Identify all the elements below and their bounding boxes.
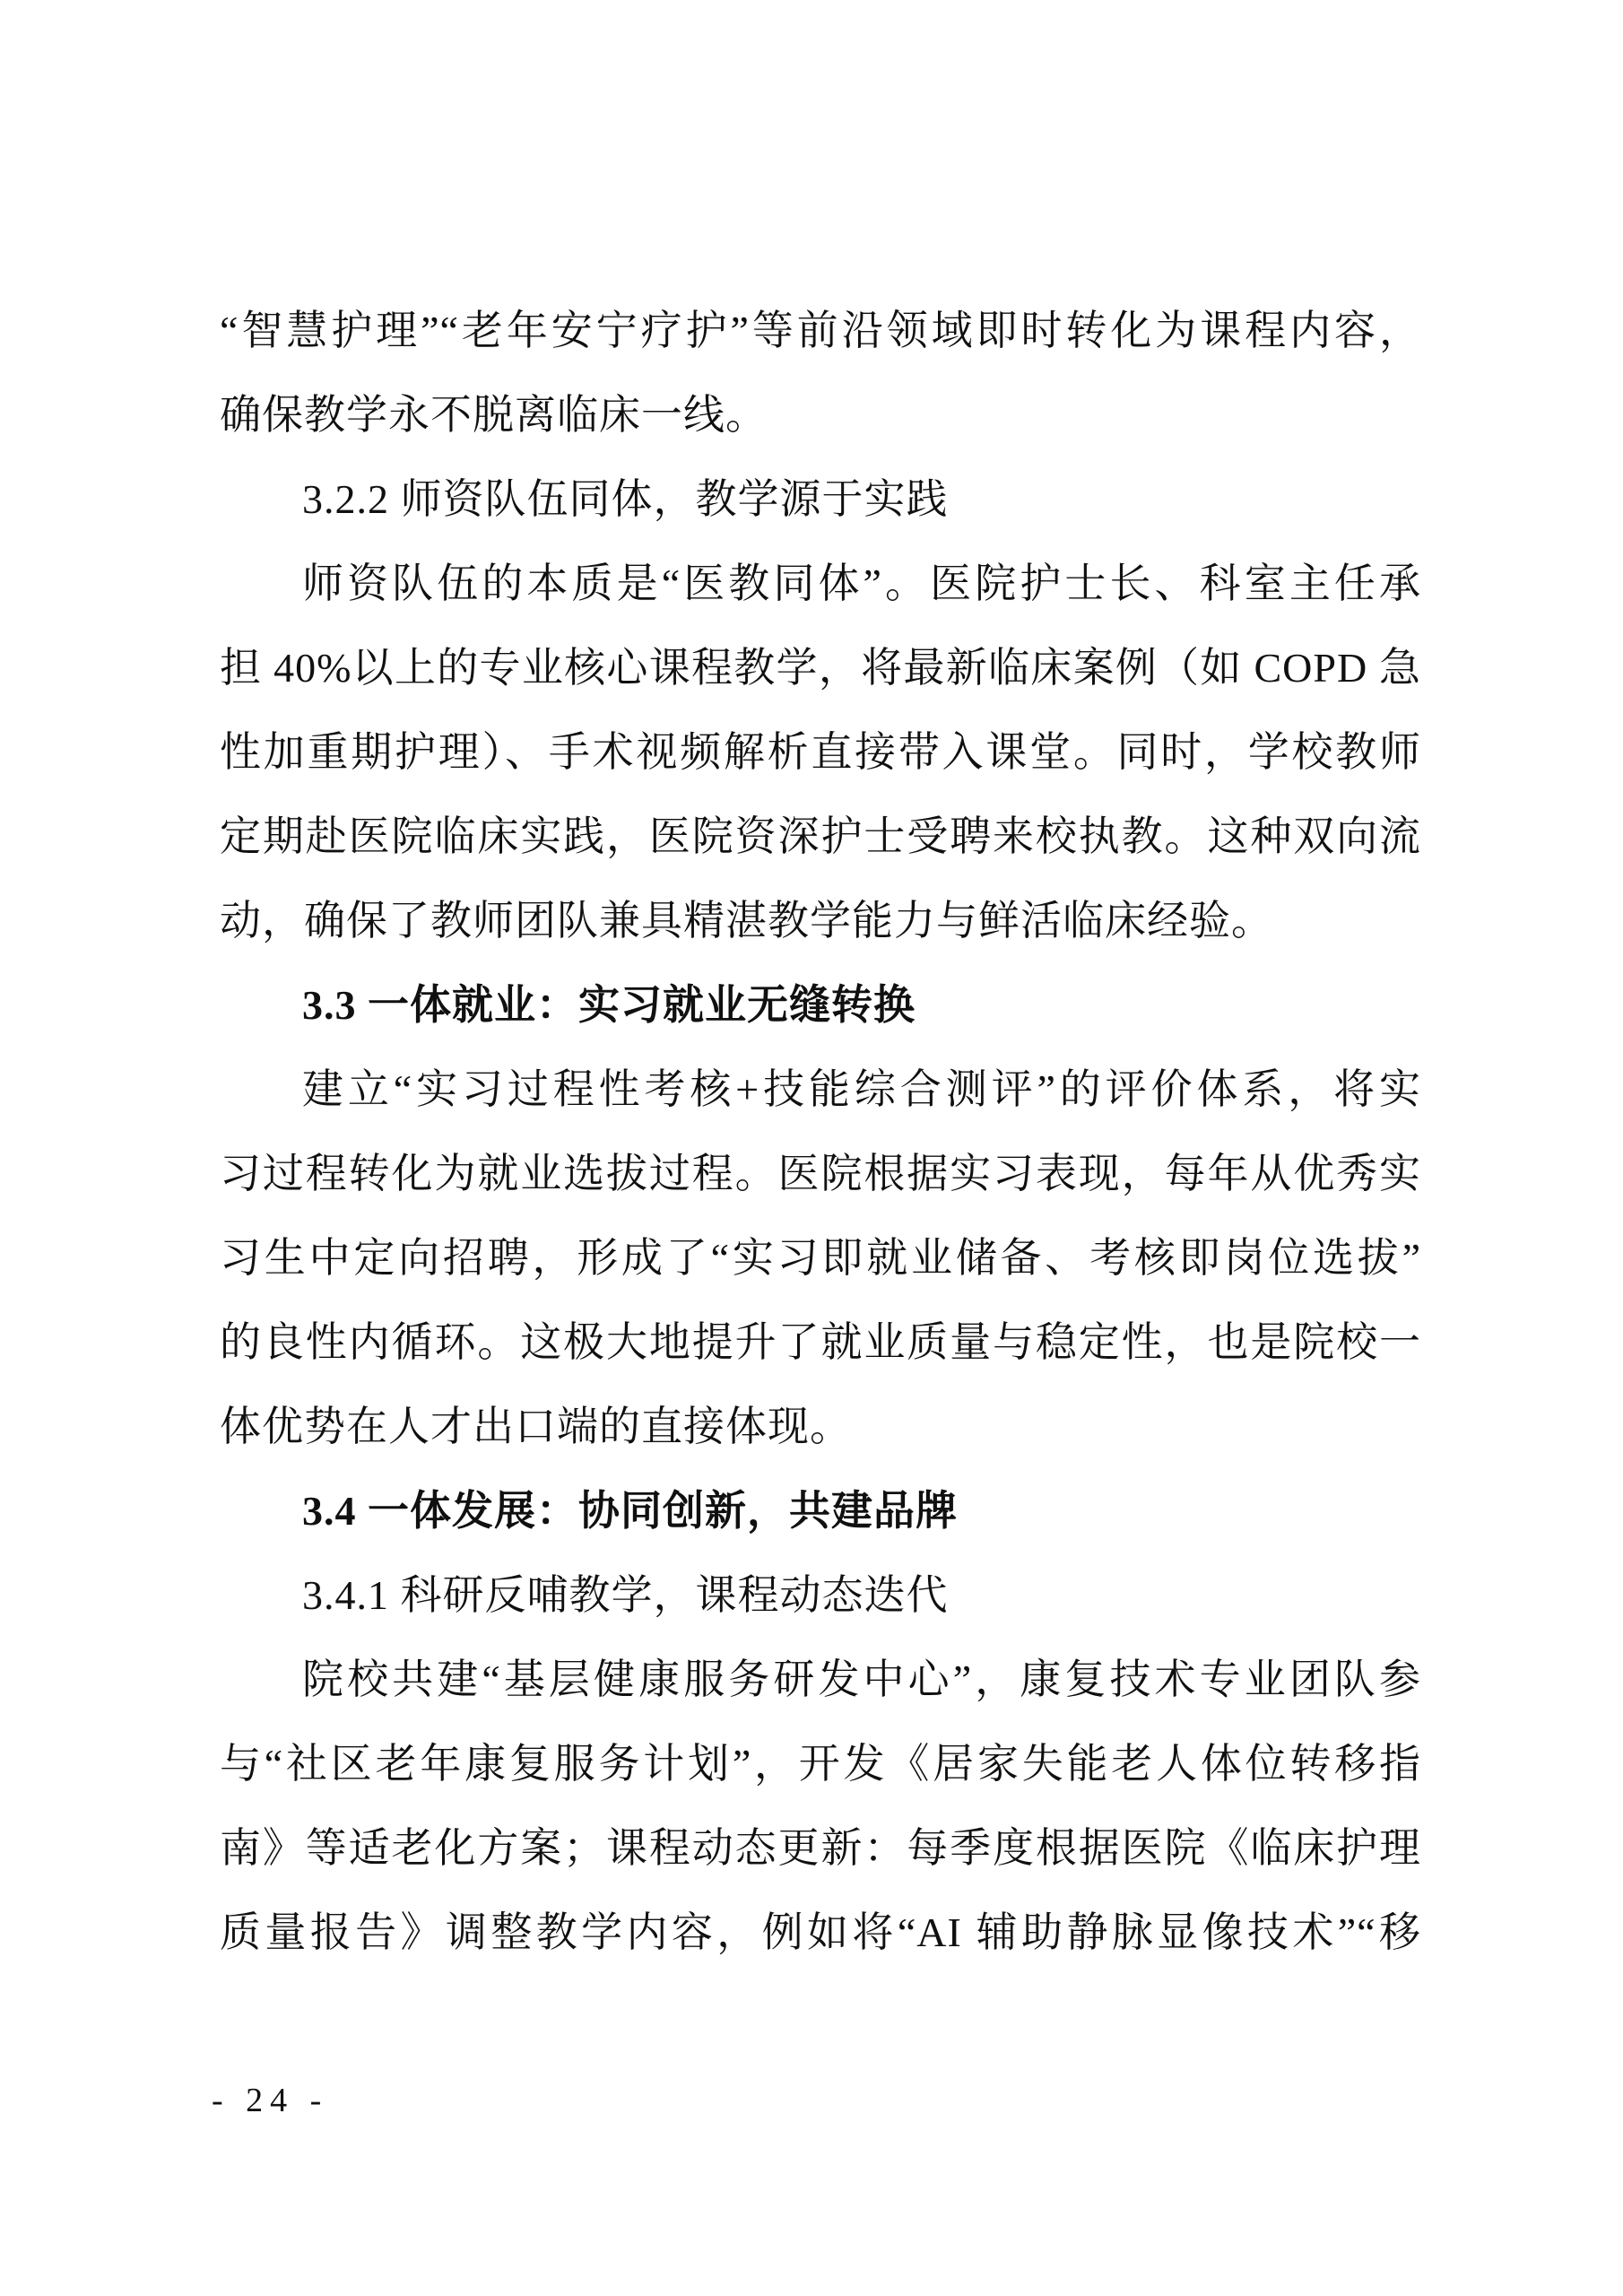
paragraph-line: 动，确保了教师团队兼具精湛教学能力与鲜活临床经验。 xyxy=(220,898,1273,944)
paragraph-line: 院校共建“基层健康服务研发中心”，康复技术专业团队参 xyxy=(302,1657,1421,1702)
paragraph-line: 南》等适老化方案；课程动态更新：每季度根据医院《临床护理 xyxy=(220,1825,1421,1871)
paragraph-line: 担 40%以上的专业核心课程教学，将最新临床案例（如 COPD 急 xyxy=(220,645,1421,691)
paragraph-line: 体优势在人才出口端的直接体现。 xyxy=(220,1404,852,1449)
paragraph-line: 性加重期护理）、手术视频解析直接带入课堂。同时，学校教师 xyxy=(220,729,1421,775)
section-heading-3-3: 3.3 一体就业：实习就业无缝转换 xyxy=(302,982,916,1028)
paragraph-line: 确保教学永不脱离临床一线。 xyxy=(220,392,768,438)
paragraph-line: 质量报告》调整教学内容，例如将“AI 辅助静脉显像技术”“移 xyxy=(220,1909,1421,1955)
page-number: - 24 - xyxy=(212,2082,329,2119)
section-heading-3-4: 3.4 一体发展：协同创新，共建品牌 xyxy=(302,1488,958,1534)
paragraph-line: 的良性内循环。这极大地提升了就业质量与稳定性，也是院校一 xyxy=(220,1319,1421,1365)
paragraph-line: 师资队伍的本质是“医教同体”。医院护士长、科室主任承 xyxy=(302,561,1421,606)
paragraph-line: 习过程转化为就业选拔过程。医院根据实习表现，每年从优秀实 xyxy=(220,1151,1421,1196)
paragraph-line: 定期赴医院临床实践，医院资深护士受聘来校执教。这种双向流 xyxy=(220,813,1421,859)
paragraph-line: 建立“实习过程性考核+技能综合测评”的评价体系，将实 xyxy=(302,1066,1421,1112)
body-text-block xyxy=(220,289,1421,1975)
paragraph-line: 习生中定向招聘，形成了“实习即就业储备、考核即岗位选拔” xyxy=(220,1235,1421,1281)
section-heading-3-2-2: 3.2.2 师资队伍同体，教学源于实践 xyxy=(302,476,949,522)
paragraph-line: “智慧护理”“老年安宁疗护”等前沿领域即时转化为课程内容， xyxy=(220,308,1421,353)
section-heading-3-4-1: 3.4.1 科研反哺教学，课程动态迭代 xyxy=(302,1572,949,1618)
paragraph-line: 与“社区老年康复服务计划”，开发《居家失能老人体位转移指 xyxy=(220,1741,1421,1787)
